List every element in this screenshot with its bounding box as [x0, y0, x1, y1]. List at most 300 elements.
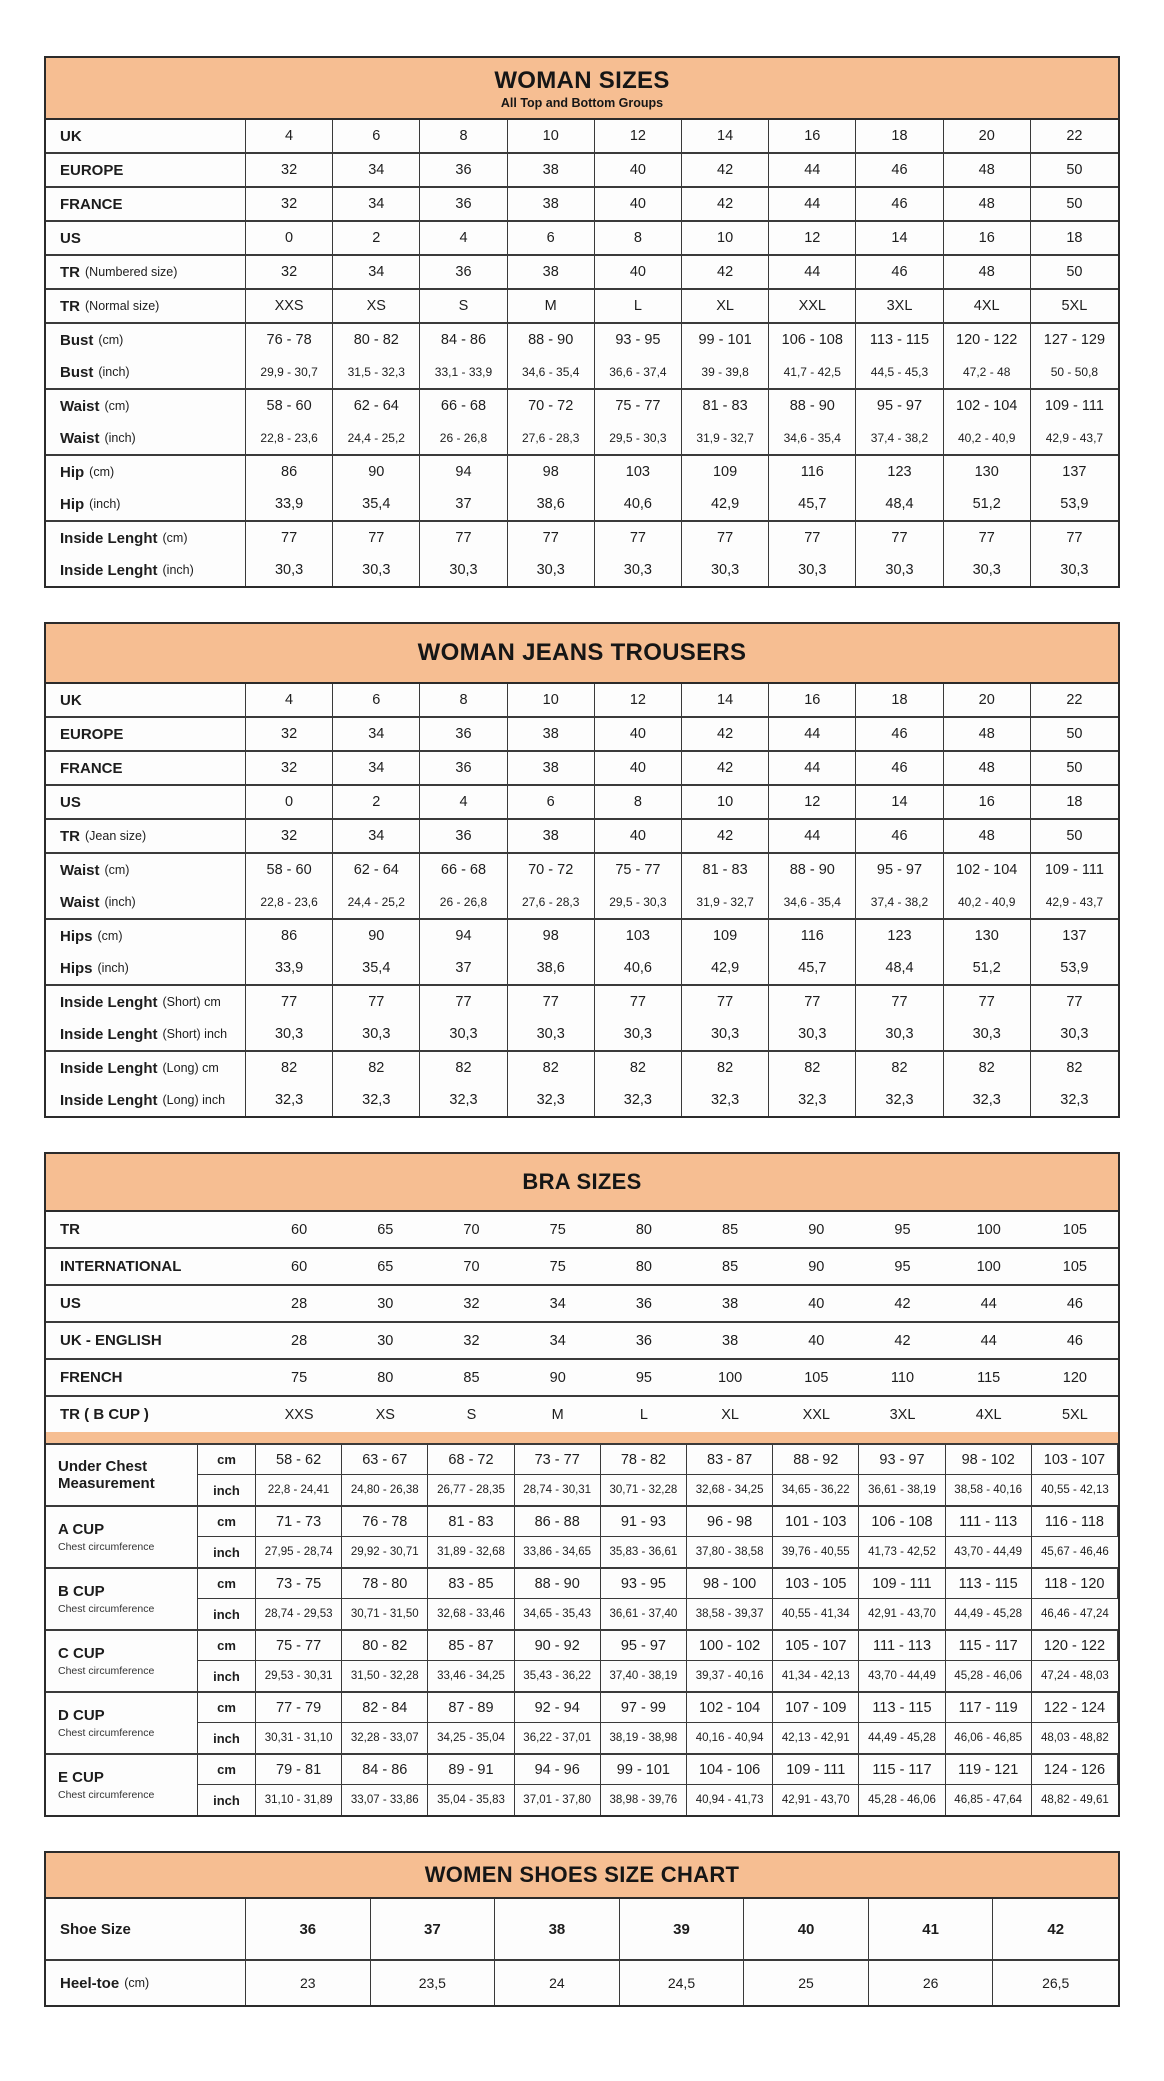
cup-cm-value: 101 - 103: [773, 1507, 859, 1537]
value-cell: XL: [721, 1406, 739, 1423]
cup-inch-value: 43,70 - 44,49: [859, 1661, 945, 1691]
value-cell: 86: [246, 920, 333, 952]
row-label: [46, 718, 246, 750]
value-cell: 62 - 64: [333, 854, 420, 886]
heel-toe-value: 26,5: [1042, 1975, 1070, 1991]
heel-toe-value: 23,5: [371, 1961, 496, 2005]
cup-inch-value: 22,8 - 24,41: [256, 1475, 342, 1505]
value-cell: 44: [980, 1295, 997, 1312]
cup-inch-value: 28,74 - 30,31: [515, 1475, 601, 1505]
value-cell: 18: [1066, 230, 1083, 246]
cup-inch-value: 26,77 - 28,35: [428, 1475, 514, 1505]
cup-desc: Chest circumference: [58, 1788, 155, 1801]
cup-inch-value: 29,53 - 30,31: [256, 1661, 342, 1691]
row-label-text: INTERNATIONAL: [60, 1258, 182, 1275]
cup-inch-value: 38,19 - 38,98: [601, 1723, 687, 1753]
value-cell: 81 - 83: [682, 854, 769, 886]
value-cell: 36: [420, 256, 507, 288]
unit-cm-cell: cm: [198, 1569, 256, 1599]
value-cell: 45,7: [769, 488, 856, 520]
value-cell: 38: [508, 188, 595, 220]
cup-inch-value: 40,55 - 41,34: [773, 1599, 859, 1629]
value-cell: 44: [769, 752, 856, 784]
cup-inch-value: 35,43 - 36,22: [515, 1661, 601, 1691]
value-cell: 32,3: [246, 1084, 333, 1116]
table-row: [46, 554, 1118, 586]
value-cell: 95: [635, 1369, 652, 1386]
table-row: [46, 718, 1118, 752]
value-cell: 34: [333, 188, 420, 220]
row-label-sub: (inch): [98, 365, 130, 379]
row-label-text: TR: [60, 297, 80, 315]
cup-inch-value: 47,24 - 48,03: [1041, 1670, 1109, 1682]
value-cell: 42: [682, 154, 769, 186]
value-cell: 30,3: [856, 554, 943, 586]
value-cell: 130: [944, 456, 1031, 488]
value-cell: 109 - 111: [1044, 862, 1104, 878]
table-row: [46, 1052, 1118, 1084]
value-cell: 42,9 - 43,7: [1045, 431, 1104, 445]
value-cell: 34: [333, 256, 420, 288]
value-cell: 102 - 104: [944, 390, 1031, 422]
row-label: [46, 522, 246, 554]
row-label-text: Inside Lenght: [60, 993, 158, 1011]
value-cell: 40: [595, 752, 682, 784]
cup-cm-value: 105 - 107: [773, 1631, 859, 1661]
value-cell: 16: [769, 120, 856, 152]
value-cell: 85: [463, 1369, 480, 1386]
row-label: [46, 488, 246, 520]
value-cell: 102 - 104: [944, 854, 1031, 886]
value-cell: 6: [508, 786, 595, 818]
value-cell: 38: [508, 820, 595, 852]
table-row: [46, 820, 1118, 854]
value-cell: 14: [856, 786, 943, 818]
row-label-sub: (inch): [97, 961, 129, 975]
value-cell: 105: [804, 1369, 829, 1386]
cup-cm-value: 88 - 90: [515, 1569, 601, 1599]
value-cell: 36,6 - 37,4: [595, 356, 682, 388]
woman-sizes-title: WOMAN SIZES: [494, 66, 670, 94]
cup-group-row: [46, 1631, 1118, 1693]
row-label-text: Inside Lenght: [60, 561, 158, 579]
value-cell: 137: [1062, 928, 1087, 944]
row-label: [46, 1286, 256, 1321]
cup-cm-value: 73 - 75: [256, 1569, 342, 1599]
cup-cm-value: 100 - 102: [687, 1631, 773, 1661]
shoes-header: [46, 1853, 1118, 1899]
value-cell: 12: [769, 222, 856, 254]
row-label: [46, 684, 246, 716]
cup-cm-value: 92 - 94: [515, 1693, 601, 1723]
value-cell: 6: [508, 222, 595, 254]
cup-desc: Chest circumference: [58, 1726, 155, 1739]
value-cell: 90: [549, 1369, 566, 1386]
value-cell: 44: [769, 188, 856, 220]
value-cell: 86: [246, 456, 333, 488]
value-cell: 30,3: [769, 554, 856, 586]
value-cell: 34: [333, 820, 420, 852]
value-cell: 75: [291, 1369, 308, 1386]
cup-inch-value: 38,58 - 39,37: [687, 1599, 773, 1629]
value-cell: 75 - 77: [595, 390, 682, 422]
value-cell: 50: [1066, 760, 1083, 776]
bra-header: [46, 1154, 1118, 1212]
row-label-text: FRENCH: [60, 1369, 123, 1386]
value-cell: 77: [944, 522, 1031, 554]
value-cell: 47,2 - 48: [944, 356, 1031, 388]
value-cell: 85: [722, 1221, 739, 1238]
value-cell: 42: [682, 752, 769, 784]
row-label: [46, 920, 246, 952]
cup-inch-value: 30,71 - 31,50: [342, 1599, 428, 1629]
cup-cm-value: 68 - 72: [428, 1445, 514, 1475]
cup-cm-value: 93 - 97: [859, 1445, 945, 1475]
table-row: [46, 1360, 1118, 1397]
value-cell: 30,3: [682, 554, 769, 586]
value-cell: XXS: [246, 290, 333, 322]
row-label-text: Waist: [60, 893, 100, 911]
value-cell: 42: [682, 820, 769, 852]
value-cell: 82: [420, 1052, 507, 1084]
row-label: [46, 422, 246, 454]
value-cell: 40: [808, 1295, 825, 1312]
value-cell: 62 - 64: [333, 390, 420, 422]
row-label: [46, 554, 246, 586]
cup-name: E CUP: [58, 1769, 104, 1787]
value-cell: 38: [508, 752, 595, 784]
value-cell: L: [639, 1406, 648, 1423]
table-row: [46, 120, 1118, 154]
value-cell: 120: [1062, 1369, 1087, 1386]
value-cell: 95 - 97: [856, 390, 943, 422]
value-cell: 26 - 26,8: [420, 422, 507, 454]
value-cell: 14: [682, 120, 769, 152]
value-cell: 30,3: [595, 554, 682, 586]
row-label-sub: (cm): [98, 333, 124, 347]
row-label-text: TR: [60, 827, 80, 845]
table-row: [46, 290, 1118, 324]
value-cell: 45,7: [769, 952, 856, 984]
value-cell: 32,3: [420, 1084, 507, 1116]
value-cell: 38,6: [508, 952, 595, 984]
value-cell: 5XL: [1061, 1406, 1088, 1423]
row-label: [46, 1397, 256, 1432]
value-cell: 82: [595, 1052, 682, 1084]
row-label: [46, 222, 246, 254]
table-row: [46, 222, 1118, 256]
value-cell: 51,2: [944, 488, 1031, 520]
value-cell: 4XL: [975, 1406, 1002, 1423]
heel-toe-value: 26: [869, 1961, 994, 2005]
row-label-text: Hip: [60, 495, 85, 513]
cup-cm-value: 95 - 97: [601, 1631, 687, 1661]
value-cell: 10: [508, 120, 595, 152]
cup-cm-value: 117 - 119: [946, 1693, 1032, 1723]
cup-group-row: [46, 1693, 1118, 1755]
value-cell: 44: [769, 256, 856, 288]
cup-inch-value: 30,31 - 31,10: [256, 1723, 342, 1753]
value-cell: 77: [1066, 994, 1083, 1010]
value-cell: 33,1 - 33,9: [420, 356, 507, 388]
row-label-sub: (cm): [89, 465, 115, 479]
value-cell: 12: [595, 684, 682, 716]
cup-cm-value: 82 - 84: [342, 1693, 428, 1723]
cup-inch-value: 46,85 - 47,64: [946, 1785, 1032, 1815]
value-cell: 18: [856, 684, 943, 716]
cup-inch-value: 40,94 - 41,73: [687, 1785, 773, 1815]
value-cell: 46: [856, 256, 943, 288]
value-cell: 103: [595, 920, 682, 952]
value-cell: 28: [291, 1295, 308, 1312]
table-row: [46, 752, 1118, 786]
table-row: [46, 324, 1118, 356]
value-cell: 82: [682, 1052, 769, 1084]
value-cell: 36: [420, 820, 507, 852]
value-cell: XXL: [802, 1406, 830, 1423]
value-cell: 48: [944, 820, 1031, 852]
value-cell: 77: [246, 986, 333, 1018]
value-cell: 32,3: [1060, 1092, 1089, 1108]
value-cell: 82: [856, 1052, 943, 1084]
value-cell: 29,9 - 30,7: [246, 356, 333, 388]
value-cell: 116: [769, 920, 856, 952]
value-cell: 95 - 97: [856, 854, 943, 886]
cup-inch-value: 42,91 - 43,70: [859, 1599, 945, 1629]
value-cell: 24,4 - 25,2: [333, 422, 420, 454]
value-cell: 34,6 - 35,4: [769, 422, 856, 454]
value-cell: 75: [549, 1221, 566, 1238]
value-cell: 6: [333, 120, 420, 152]
row-label-text: Hips: [60, 927, 93, 945]
value-cell: 51,2: [944, 952, 1031, 984]
value-cell: 105: [1062, 1221, 1087, 1238]
unit-cm-cell: cm: [198, 1631, 256, 1661]
shoes-title: WOMEN SHOES SIZE CHART: [424, 1862, 740, 1887]
value-cell: 29,5 - 30,3: [595, 422, 682, 454]
cup-cm-value: 91 - 93: [601, 1507, 687, 1537]
cup-cm-value: 103 - 107: [1032, 1445, 1118, 1475]
unit-cm-cell: cm: [198, 1445, 256, 1475]
value-cell: 40,2 - 40,9: [944, 886, 1031, 918]
shoe-size-value: 37: [371, 1899, 496, 1959]
cup-cm-value: 109 - 111: [859, 1569, 945, 1599]
table-row: [46, 1212, 1118, 1249]
shoe-size-value: 38: [495, 1899, 620, 1959]
shoes-table: [44, 1851, 1120, 2007]
cup-cm-value: 116 - 118: [1032, 1507, 1118, 1537]
cup-inch-value: 32,28 - 33,07: [342, 1723, 428, 1753]
value-cell: 123: [856, 456, 943, 488]
value-cell: 8: [595, 222, 682, 254]
cup-inch-value: 39,37 - 40,16: [687, 1661, 773, 1691]
row-label: [46, 1249, 256, 1284]
row-label-sub: (cm): [104, 399, 130, 413]
row-label-text: TR ( B CUP ): [60, 1406, 149, 1423]
table-row: [46, 1018, 1118, 1052]
cup-inch-value: 37,80 - 38,58: [687, 1537, 773, 1567]
value-cell: 38,6: [508, 488, 595, 520]
row-label-text: Waist: [60, 429, 100, 447]
value-cell: 36: [420, 154, 507, 186]
cup-cm-value: 96 - 98: [687, 1507, 773, 1537]
value-cell: 109: [682, 456, 769, 488]
cup-inch-value: 32,68 - 33,46: [428, 1599, 514, 1629]
table-row: [46, 1961, 1118, 2005]
row-label-text: FRANCE: [60, 195, 123, 213]
value-cell: 46: [856, 820, 943, 852]
value-cell: 40: [808, 1332, 825, 1349]
value-cell: 34: [333, 154, 420, 186]
row-label: [46, 188, 246, 220]
value-cell: 30,3: [944, 1018, 1031, 1050]
value-cell: 14: [682, 684, 769, 716]
row-label-sub: (Long) inch: [162, 1093, 226, 1107]
unit-inch-cell: inch: [198, 1599, 256, 1629]
row-label: [46, 290, 246, 322]
table-row: [46, 1286, 1118, 1323]
row-label-sub: (cm): [124, 1976, 150, 1990]
value-cell: 32,3: [508, 1084, 595, 1116]
value-cell: 88 - 90: [508, 324, 595, 356]
row-label: [46, 986, 246, 1018]
value-cell: 77: [856, 986, 943, 1018]
shoes-body: [46, 1899, 1118, 2005]
row-label: [46, 1018, 246, 1050]
value-cell: 30,3: [246, 554, 333, 586]
value-cell: 77: [856, 522, 943, 554]
value-cell: 32,3: [595, 1084, 682, 1116]
value-cell: 84 - 86: [420, 324, 507, 356]
value-cell: 32: [246, 188, 333, 220]
value-cell: 30,3: [595, 1018, 682, 1050]
cup-cm-value: 98 - 102: [946, 1445, 1032, 1475]
value-cell: 38: [722, 1332, 739, 1349]
value-cell: 90: [333, 456, 420, 488]
cup-cm-value: 111 - 113: [946, 1507, 1032, 1537]
value-cell: 36: [420, 188, 507, 220]
heel-toe-value: 25: [744, 1961, 869, 2005]
value-cell: 42: [682, 188, 769, 220]
cup-inch-value: 36,61 - 38,19: [859, 1475, 945, 1505]
value-cell: 4XL: [944, 290, 1031, 322]
value-cell: 77: [333, 986, 420, 1018]
row-label-text: FRANCE: [60, 759, 123, 777]
value-cell: 34: [333, 752, 420, 784]
value-cell: 40: [595, 188, 682, 220]
row-label-text: TR: [60, 263, 80, 281]
value-cell: 110: [890, 1369, 915, 1386]
value-cell: 85: [722, 1258, 739, 1275]
cup-desc: Chest circumference: [58, 1540, 155, 1553]
value-cell: 30,3: [420, 1018, 507, 1050]
value-cell: 40: [595, 256, 682, 288]
value-cell: 100: [976, 1221, 1001, 1238]
row-label-sub: (Jean size): [85, 829, 147, 843]
cup-inch-value: 48,03 - 48,82: [1041, 1732, 1109, 1744]
table-row: [46, 154, 1118, 188]
value-cell: 32: [246, 154, 333, 186]
value-cell: 95: [894, 1221, 911, 1238]
cup-cm-value: 71 - 73: [256, 1507, 342, 1537]
row-label: [46, 752, 246, 784]
value-cell: 88 - 90: [769, 854, 856, 886]
value-cell: 32: [246, 256, 333, 288]
value-cell: 40,6: [595, 952, 682, 984]
value-cell: 22: [1066, 692, 1083, 708]
value-cell: 38: [722, 1295, 739, 1312]
table-row: [46, 986, 1118, 1018]
cup-inch-value: 31,10 - 31,89: [256, 1785, 342, 1815]
value-cell: 65: [377, 1221, 394, 1238]
value-cell: 46: [856, 154, 943, 186]
value-cell: 12: [769, 786, 856, 818]
value-cell: 113 - 115: [856, 324, 943, 356]
value-cell: 48: [944, 718, 1031, 750]
value-cell: 77: [595, 522, 682, 554]
value-cell: 65: [377, 1258, 394, 1275]
cup-cm-value: 76 - 78: [342, 1507, 428, 1537]
value-cell: 32,3: [769, 1084, 856, 1116]
value-cell: 48: [944, 154, 1031, 186]
value-cell: 48: [944, 188, 1031, 220]
cup-desc: Chest circumference: [58, 1602, 155, 1615]
value-cell: 4: [420, 222, 507, 254]
row-label: [46, 1212, 256, 1247]
value-cell: 37: [420, 488, 507, 520]
value-cell: 98: [508, 920, 595, 952]
value-cell: 30: [377, 1332, 394, 1349]
value-cell: 24,4 - 25,2: [333, 886, 420, 918]
cup-inch-value: 37,40 - 38,19: [601, 1661, 687, 1691]
value-cell: 2: [333, 222, 420, 254]
bra-table: [44, 1152, 1120, 1817]
value-cell: 48: [944, 256, 1031, 288]
value-cell: 50: [1066, 162, 1083, 178]
cup-cm-value: 113 - 115: [859, 1693, 945, 1723]
cup-cm-value: 109 - 111: [773, 1755, 859, 1785]
table-row: [46, 786, 1118, 820]
value-cell: 48: [944, 752, 1031, 784]
value-cell: 30,3: [333, 554, 420, 586]
value-cell: 77: [1066, 530, 1083, 546]
value-cell: 77: [246, 522, 333, 554]
value-cell: 29,5 - 30,3: [595, 886, 682, 918]
shoe-size-value: 41: [869, 1899, 994, 1959]
row-label: [46, 324, 246, 356]
value-cell: 39 - 39,8: [682, 356, 769, 388]
cup-group-row: [46, 1507, 1118, 1569]
value-cell: 32: [463, 1332, 480, 1349]
value-cell: 30,3: [508, 554, 595, 586]
value-cell: 16: [944, 222, 1031, 254]
cup-cm-value: 84 - 86: [342, 1755, 428, 1785]
value-cell: 115: [977, 1369, 1001, 1386]
value-cell: 82: [944, 1052, 1031, 1084]
value-cell: 80: [635, 1221, 652, 1238]
value-cell: 53,9: [1060, 496, 1089, 512]
woman-sizes-table: [44, 56, 1120, 588]
value-cell: 16: [944, 786, 1031, 818]
value-cell: 30,3: [508, 1018, 595, 1050]
cup-inch-value: 29,92 - 30,71: [342, 1537, 428, 1567]
cup-group-row: [46, 1755, 1118, 1815]
value-cell: 50: [1066, 264, 1083, 280]
cup-inch-value: 46,06 - 46,85: [946, 1723, 1032, 1753]
value-cell: 32,3: [856, 1084, 943, 1116]
cup-cm-value: 115 - 117: [946, 1631, 1032, 1661]
value-cell: 48,4: [856, 488, 943, 520]
